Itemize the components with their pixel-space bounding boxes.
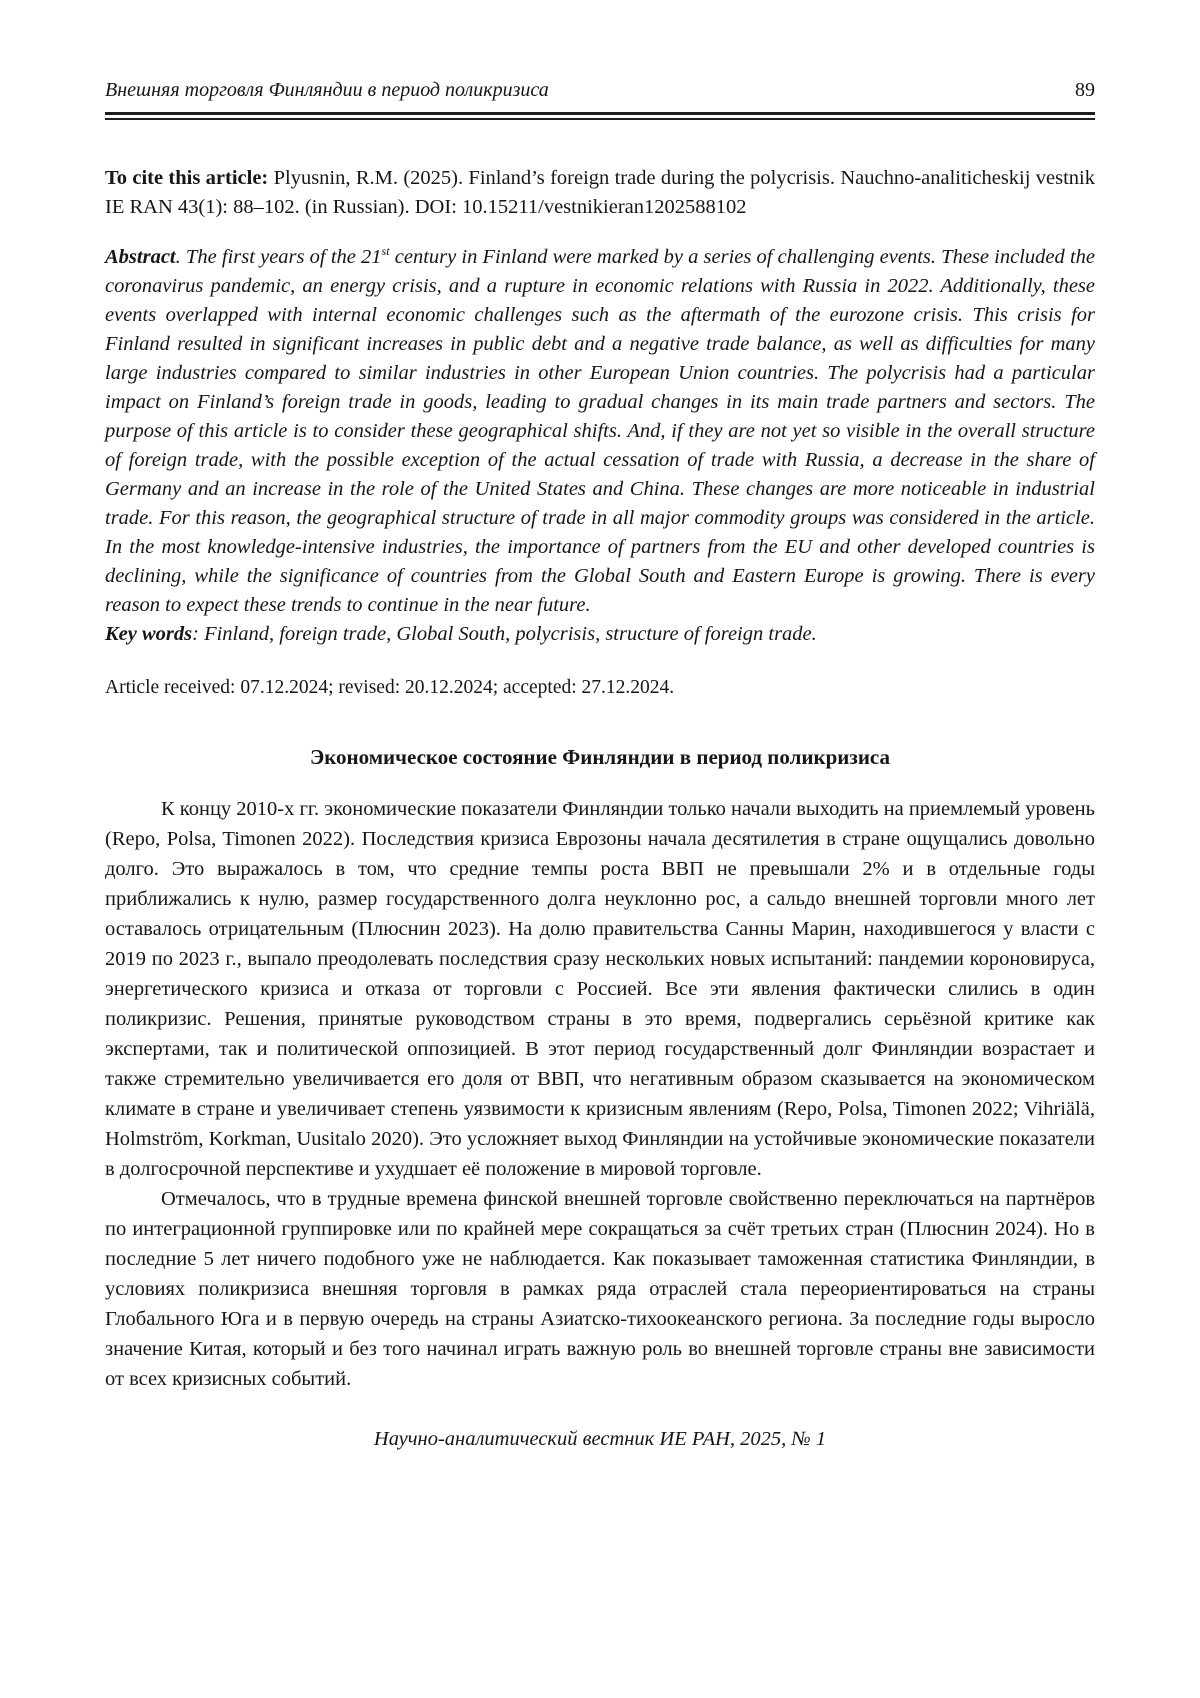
abstract-text-before-superscript: . The first years of the 21 (175, 246, 382, 268)
running-title: Внешняя торговля Финляндии в период поликризиса (105, 79, 549, 101)
abstract-label: Abstract (105, 246, 176, 268)
keywords-text: : Finland, foreign trade, Global South, polycrisis, structure of foreign trade. (192, 623, 817, 645)
header-divider (105, 112, 1095, 120)
journal-footer-line: Научно-аналитический вестник ИЕ РАН, 2025, № 1 (373, 1428, 827, 1450)
abstract-text-after-superscript: century in Finland were marked by a series of challenging events. These included the coronavirus pandemic, an energy crisis, and a rupture in economic relations with Russia in 2022. Additionally, these events overlapped with internal economic challenges such as the aftermath of the eurozone crisis. This crisis for Finland resulted in significant increases in public debt and a negative trade balance, as well as difficulties for many large industries compared to similar industries in other European Union countries. The polycrisis had a particular impact on Finland’s foreign trade in goods, leading to gradual changes in its main trade partners and sectors. The purpose of this article is to consider these geographical shifts. And, if they are not yet so visible in the overall structure of foreign trade, with the possible exception of the actual cessation of trade with Russia, a decrease in the share of Germany and an increase in the role of the United States and China. These changes are more noticeable in industrial trade. For this reason, the geographical structure of trade in all major commodity groups was considered in the article. In the most knowledge-intensive industries, the importance of partners from the EU and other developed countries is declining, while the significance of countries from the Global South and Eastern Europe is growing. There is every reason to expect these trends to continue in the near future. (105, 246, 1096, 616)
body-paragraph-2: Отмечалось, что в трудные времена финской внешней торговле свойственно переключаться на партнёров по интеграционной группировке или по крайней мере сокращаться за счёт третьих стран (Плюснин 2024). Но в последние 5 лет ничего подобного уже не наблюдается. Как показывает таможенная статистика Финляндии, в условиях поликризиса внешняя торговля в рамках ряда отраслей стала переориентироваться на страны Глобального Юга и в первую очередь на страны Азиатско-тихоокеанского региона. За последние годы выросло значение Китая, который и без того начинал играть важную роль во внешней торговле страны вне зависимости от всех кризисных событий. (105, 1188, 1095, 1390)
body-paragraph-1: К концу 2010-х гг. экономические показатели Финляндии только начали выходить на приемлемый уровень (Repo, Polsa, Timonen 2022). Последствия кризиса Еврозоны начала десятилетия в стране ощущались довольно долго. Это выражалось в том, что средние темпы роста ВВП не превышали 2% и в отдельные годы приближались к нулю, размер государственного долга неуклонно рос, а сальдо внешней торговли много лет оставалось отрицательным (Плюснин 2023). На долю правительства Санны Марин, находившегося у власти с 2019 по 2023 г., выпало преодолевать последствия сразу нескольких новых испытаний: пандемии короновируса, энергетического кризиса и отказа от торговли с Россией. Все эти явления фактически слились в один поликризис. Решения, принятые руководством страны в это время, подвергались серьёзной критике как экспертами, так и политической оппозицией. В этот период государственный долг Финляндии возрастает и также стремительно увеличивается его доля от ВВП, что негативным образом сказывается на экономическом климате в стране и увеличивает степень уязвимости к кризисным явлениям (Repo, Polsa, Timonen 2022; Vihriälä, Holmström, Korkman, Uusitalo 2020). Это усложняет выход Финляндии на устойчивые экономические показатели в долгосрочной перспективе и ухудшает её положение в мировой торговле. (105, 798, 1095, 1180)
running-header (105, 78, 1095, 102)
citation-label: To cite this article: (105, 167, 269, 189)
page-number: 89 (1075, 79, 1095, 101)
header-divider-thin-line (105, 118, 1095, 120)
header-divider-thick-line (105, 112, 1095, 115)
keywords-label: Key words (105, 623, 193, 645)
article-body (105, 164, 1095, 1451)
abstract-paragraph (105, 243, 1095, 620)
ordinal-superscript: st (381, 244, 390, 259)
citation-text: Plyusnin, R.M. (2025). Finland’s foreign trade during the polycrisis. Nauchno-analiticheskij vestnik IE RAN 43(1): 88–102. (in Russian). DOI: 10.15211/vestnikieran1202588102 (105, 167, 1095, 218)
keywords-paragraph (105, 620, 1095, 649)
citation-paragraph (105, 164, 1095, 222)
article-dates-line: Article received: 07.12.2024; revised: 20.12.2024; accepted: 27.12.2024. (105, 677, 675, 698)
section-heading: Экономическое состояние Финляндии в период поликризиса (309, 745, 891, 769)
